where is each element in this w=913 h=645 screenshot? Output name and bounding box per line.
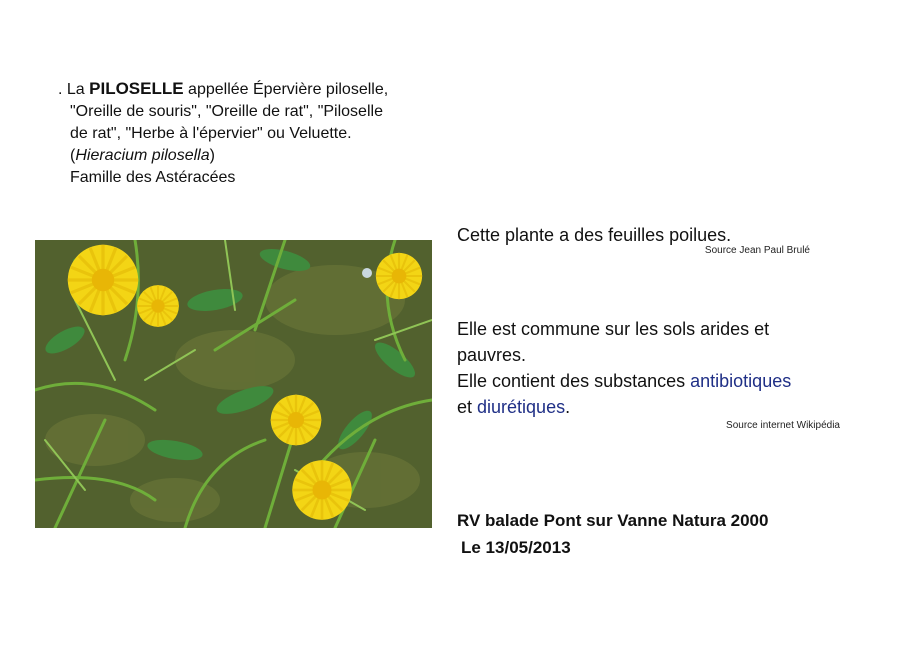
substances-line	[457, 368, 857, 394]
latin-paren-open: (	[70, 147, 76, 164]
hairy-leaves-text: Cette plante a des feuilles poilues.	[457, 225, 732, 245]
hairy-leaves-block	[457, 222, 857, 256]
plant-name: PILOSELLE	[89, 79, 184, 98]
et-text: et	[457, 397, 478, 417]
event-title: RV balade Pont sur Vanne Natura 2000	[457, 511, 769, 530]
diuretiques-link[interactable]: diurétiques	[477, 397, 566, 417]
latin-name-line	[58, 145, 458, 167]
source-wikipedia: Source internet Wikipédia	[726, 420, 840, 431]
antibiotiques-link[interactable]: antibiotiques	[690, 371, 792, 391]
substances-text: Elle contient des substances	[457, 371, 691, 391]
intro-line-3: de rat", "Herbe à l'épervier" ou Veluette.	[70, 125, 352, 142]
habitat-line-1: Elle est commune sur les sols arides et	[457, 319, 770, 339]
habitat-block	[457, 316, 857, 431]
latin-name: Hieracium pilosella	[75, 147, 210, 164]
footer-block	[457, 507, 857, 561]
intro-line-1	[58, 78, 458, 101]
period-text: .	[565, 397, 571, 417]
intro-line-2: "Oreille de souris", "Oreille de rat", "Piloselle	[70, 103, 383, 120]
intro-text	[58, 78, 458, 189]
plant-photo	[35, 240, 432, 528]
intro-prefix: . La	[58, 81, 90, 98]
event-date: Le 13/05/2013	[461, 538, 571, 557]
diuretiques-line	[457, 394, 857, 420]
habitat-line-2: pauvres.	[457, 345, 527, 365]
latin-paren-close: )	[209, 147, 215, 164]
intro-line-1-rest: appellée Épervière piloselle,	[183, 81, 389, 98]
source-jean-paul-brule: Source Jean Paul Brulé	[704, 245, 810, 256]
family-name: Famille des Astéracées	[70, 169, 236, 186]
